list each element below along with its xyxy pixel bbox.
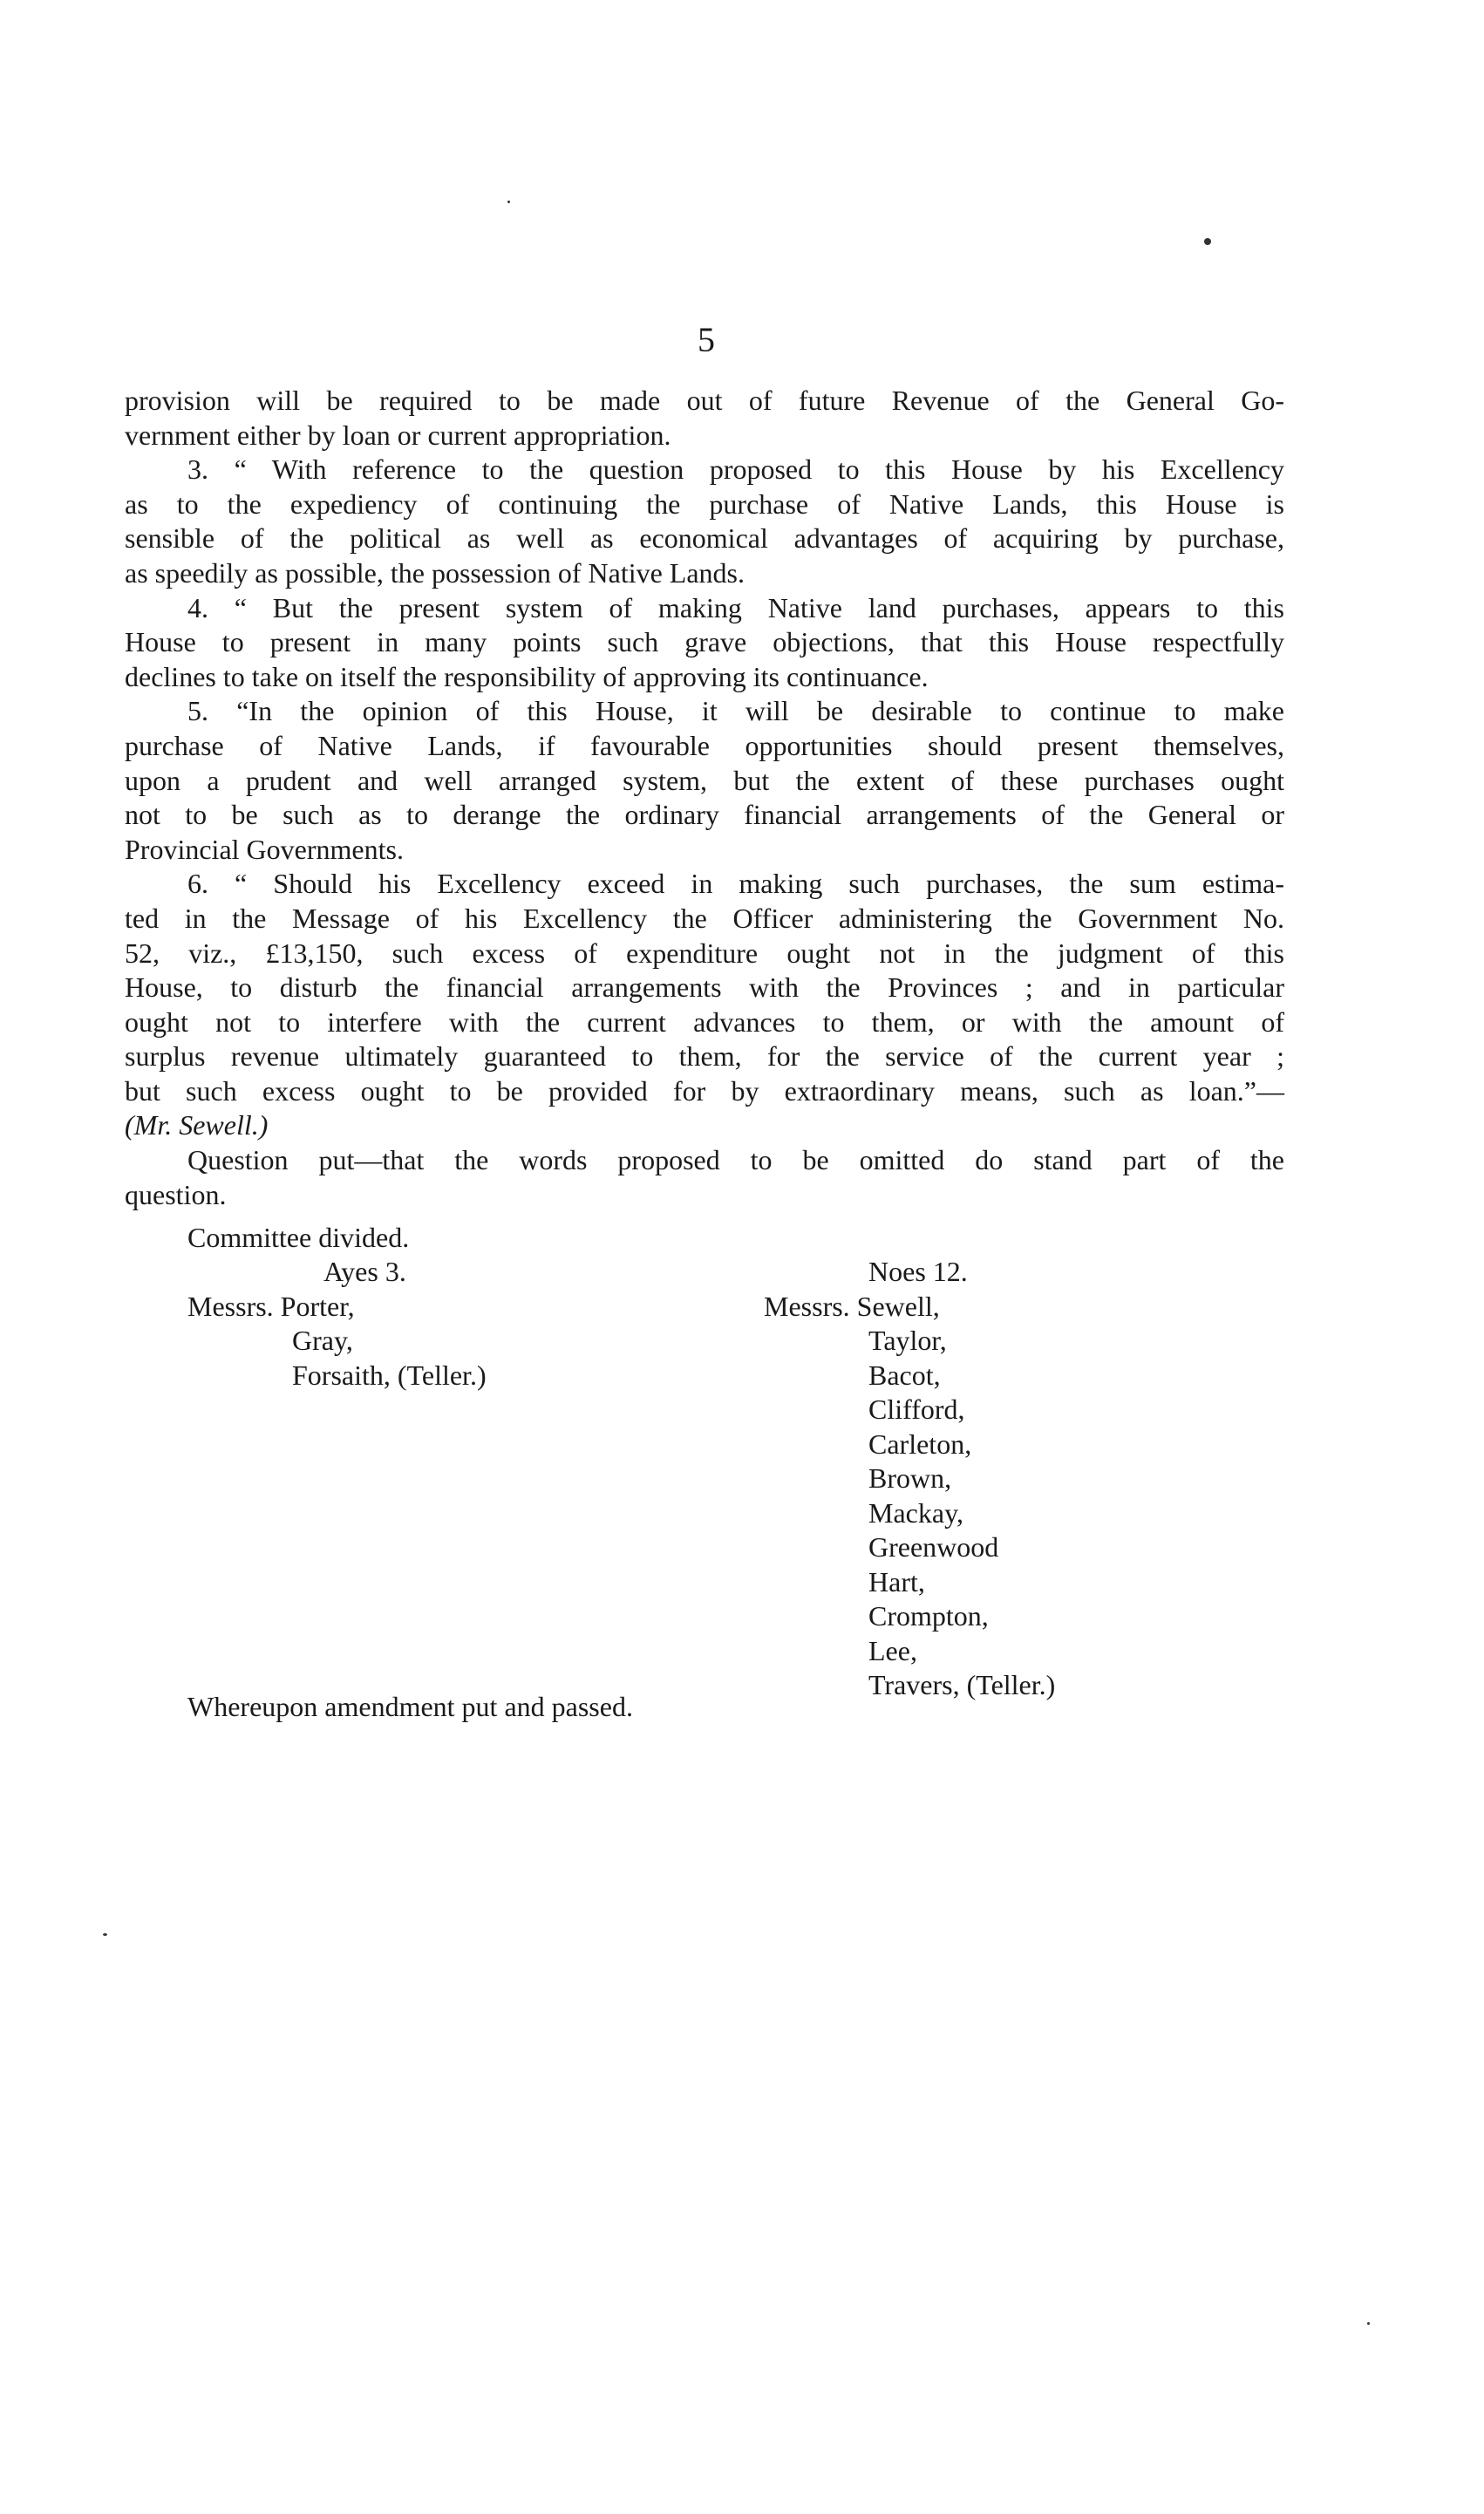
paragraph-5-line-6: surplus revenue ultimately guaranteed to them, for the service of the current year ;: [125, 1040, 1284, 1073]
committee-divided: Committee divided.: [187, 1222, 410, 1253]
print-speck: [1367, 2322, 1370, 2325]
paragraph-2-line-1: 3. “ With reference to the question proposed to this House by his Excellency: [187, 453, 1284, 486]
paragraph-2-line-3: sensible of the political as well as economical advantages of acquiring by purchase,: [125, 522, 1284, 555]
paragraph-2-line-2: as to the expediency of continuing the purchase of Native Lands, this House is: [125, 487, 1284, 520]
noes-member-3: Bacot,: [868, 1359, 941, 1391]
noes-member-4: Clifford,: [868, 1393, 965, 1425]
noes-prefix: Messrs.: [764, 1290, 850, 1322]
paragraph-5-line-7: but such excess ought to be provided for by extraordinary means, such as loan.”—: [125, 1074, 1284, 1107]
question-line-1: Question put—that the words proposed to be omitted do stand part of the: [187, 1144, 1284, 1176]
noes-member-12: Travers, (Teller.): [868, 1669, 1056, 1700]
paragraph-5-line-4: House, to disturb the financial arrangements with the Provinces ; and in particular: [125, 971, 1284, 1004]
paragraph-3-line-1: 4. “ But the present system of making Native land purchases, appears to this: [187, 591, 1284, 623]
noes-member-9: Hart,: [868, 1565, 925, 1598]
noes-member-1: [764, 1290, 1055, 1325]
question-line-2: question.: [125, 1178, 227, 1210]
noes-member-10: Crompton,: [868, 1600, 989, 1632]
noes-member-6: Brown,: [868, 1462, 952, 1494]
body-text: [125, 384, 1284, 1212]
ayes-member-name: Porter,: [280, 1290, 355, 1322]
resolution-line: Whereupon amendment put and passed.: [187, 1691, 633, 1722]
ayes-member-1: [187, 1290, 487, 1325]
paragraph-5-line-1: 6. “ Should his Excellency exceed in making such purchases, the sum estima-: [187, 868, 1284, 900]
paragraph-2-line-4: as speedily as possible, the possession of Native Lands.: [125, 556, 745, 589]
ayes-column: [187, 1255, 487, 1393]
paragraph-5-line-5: ought not to interfere with the current advances to them, or with the amount of: [125, 1005, 1284, 1038]
paragraph-4-line-4: not to be such as to derange the ordinary financial arrangements of the General or: [125, 799, 1284, 831]
ayes-member-2: Gray,: [292, 1325, 353, 1356]
noes-member-5: Carleton,: [868, 1427, 972, 1460]
print-speck: [1204, 238, 1211, 245]
paragraph-1-line-1: provision will be required to be made out of future Revenue of the General Go-: [125, 385, 1284, 416]
page-number: 5: [698, 320, 715, 359]
ayes-heading: Ayes 3.: [323, 1256, 406, 1287]
noes-member-7: Mackay,: [868, 1496, 963, 1529]
paragraph-3-line-3: declines to take on itself the responsibility of approving its continuance.: [125, 660, 929, 692]
paragraph-4-line-1: 5. “In the opinion of this House, it will be desirable to continue to make: [187, 695, 1284, 727]
ayes-member-3: Forsaith, (Teller.): [292, 1359, 487, 1391]
noes-member-8: Greenwood: [868, 1531, 999, 1563]
ayes-prefix: Messrs.: [187, 1290, 274, 1322]
noes-member-2: Taylor,: [868, 1325, 947, 1356]
noes-member-11: Lee,: [868, 1634, 917, 1666]
noes-heading: Noes 12.: [868, 1256, 968, 1287]
noes-member-name: Sewell,: [856, 1290, 940, 1322]
paragraph-5-line-3: 52, viz., £13,150, such excess of expenditure ought not in the judgment of this: [125, 937, 1284, 969]
paragraph-3-line-2: House to present in many points such grave objections, that this House respectfully: [125, 626, 1284, 658]
print-speck: [507, 201, 510, 203]
citation: (Mr. Sewell.): [125, 1109, 269, 1141]
noes-column: [764, 1255, 1055, 1703]
paragraph-4-line-5: Provincial Governments.: [125, 833, 404, 865]
paragraph-5-line-2: ted in the Message of his Excellency the Officer administering the Government No.: [125, 902, 1284, 934]
print-speck: [103, 1933, 107, 1936]
paragraph-4-line-3: upon a prudent and well arranged system, but the extent of these purchases ought: [125, 764, 1284, 796]
paragraph-4-line-2: purchase of Native Lands, if favourable opportunities should present themselves,: [125, 729, 1284, 761]
paragraph-1-line-2: vernment either by loan or current appropriation.: [125, 419, 671, 451]
